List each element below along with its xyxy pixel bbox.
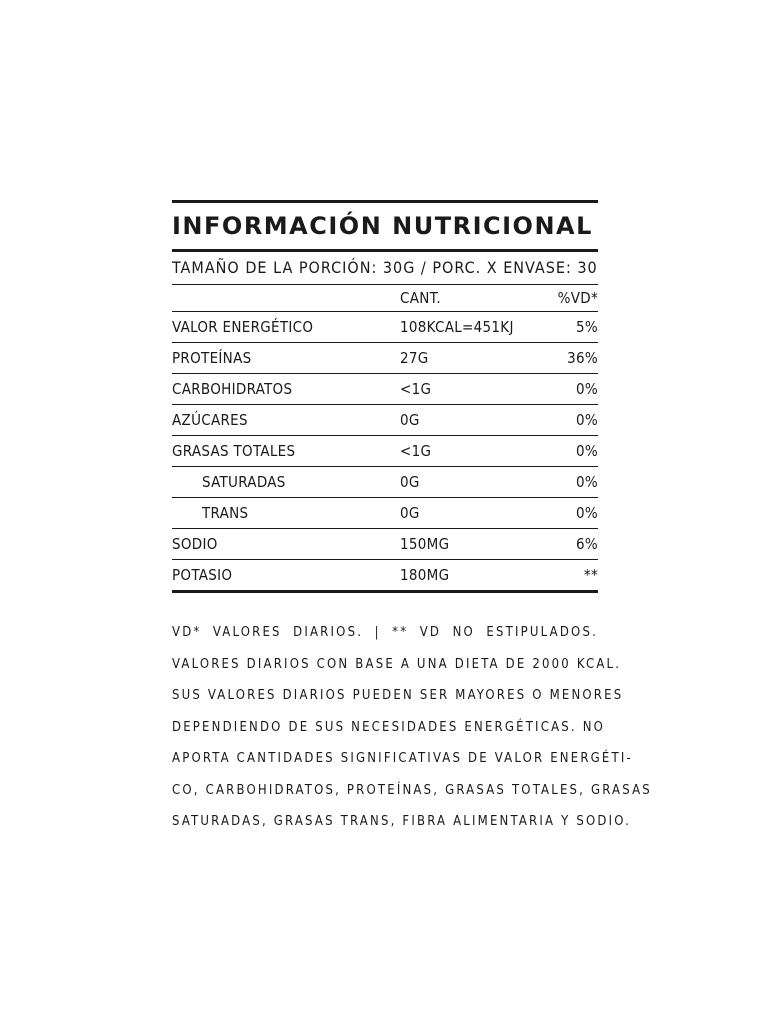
nutrient-amount: 180MG	[400, 566, 450, 584]
nutrient-amount: <1G	[400, 380, 432, 398]
nutrient-daily-value: 0%	[575, 473, 598, 491]
table-row	[172, 343, 598, 374]
header-daily-value: %VD*	[557, 289, 598, 307]
footnote-line: SATURADAS, GRASAS TRANS, FIBRA ALIMENTARIA Y SODIO.	[172, 814, 632, 829]
table-header	[172, 285, 598, 312]
footnote-line: SUS VALORES DIARIOS PUEDEN SER MAYORES O MENORES	[172, 688, 624, 703]
table-row	[172, 405, 598, 436]
nutrient-daily-value: 6%	[575, 535, 598, 553]
nutrient-amount: 0G	[400, 473, 420, 491]
nutrient-table	[172, 312, 598, 593]
nutrient-amount: 27G	[400, 349, 429, 367]
nutrient-daily-value: 0%	[575, 504, 598, 522]
nutrient-daily-value: 0%	[575, 380, 598, 398]
serving-info: TAMAÑO DE LA PORCIÓN: 30G / PORC. X ENVASE: 30	[172, 252, 598, 285]
nutrient-name: CARBOHIDRATOS	[172, 380, 293, 398]
table-row	[172, 436, 598, 467]
footnote-line: VALORES DIARIOS CON BASE A UNA DIETA DE 2000 KCAL.	[172, 656, 622, 672]
header-amount: CANT.	[400, 289, 441, 307]
table-row	[172, 498, 598, 529]
table-row	[172, 467, 598, 498]
nutrient-daily-value: 0%	[575, 442, 598, 460]
nutrient-name: SODIO	[172, 535, 218, 553]
table-row	[172, 312, 598, 343]
nutrient-name: SATURADAS	[202, 473, 286, 491]
nutrient-name: VALOR ENERGÉTICO	[172, 318, 314, 336]
nutrition-facts-label	[172, 200, 652, 838]
table-row	[172, 560, 598, 593]
nutrient-name: AZÚCARES	[172, 411, 248, 429]
table-row	[172, 374, 598, 405]
nutrient-daily-value: 0%	[575, 411, 598, 429]
nutrient-daily-value: 5%	[575, 318, 598, 336]
footnote-line: DEPENDIENDO DE SUS NECESIDADES ENERGÉTICAS. NO	[172, 719, 606, 735]
nutrient-amount: 108KCAL=451KJ	[400, 318, 514, 336]
table-row	[172, 529, 598, 560]
footnote	[172, 617, 652, 838]
nutrient-amount: 0G	[400, 504, 420, 522]
nutrient-name: PROTEÍNAS	[172, 349, 252, 367]
nutrient-amount: 150MG	[400, 535, 450, 553]
nutrient-name: POTASIO	[172, 566, 233, 584]
label-title: INFORMACIÓN NUTRICIONAL	[172, 212, 593, 240]
nutrient-name: TRANS	[202, 504, 249, 522]
nutrient-amount: <1G	[400, 442, 432, 460]
footnote-line: APORTA CANTIDADES SIGNIFICATIVAS DE VALOR ENERGÉTI-	[172, 751, 633, 766]
nutrient-name: GRASAS TOTALES	[172, 442, 296, 460]
nutrient-daily-value: 36%	[567, 349, 598, 367]
footnote-line: CO, CARBOHIDRATOS, PROTEÍNAS, GRASAS TOTALES, GRASAS	[172, 782, 652, 798]
footnote-line: VD* VALORES DIARIOS. | ** VD NO ESTIPULADOS.	[172, 625, 598, 640]
nutrient-amount: 0G	[400, 411, 420, 429]
nutrient-daily-value: **	[583, 566, 598, 584]
